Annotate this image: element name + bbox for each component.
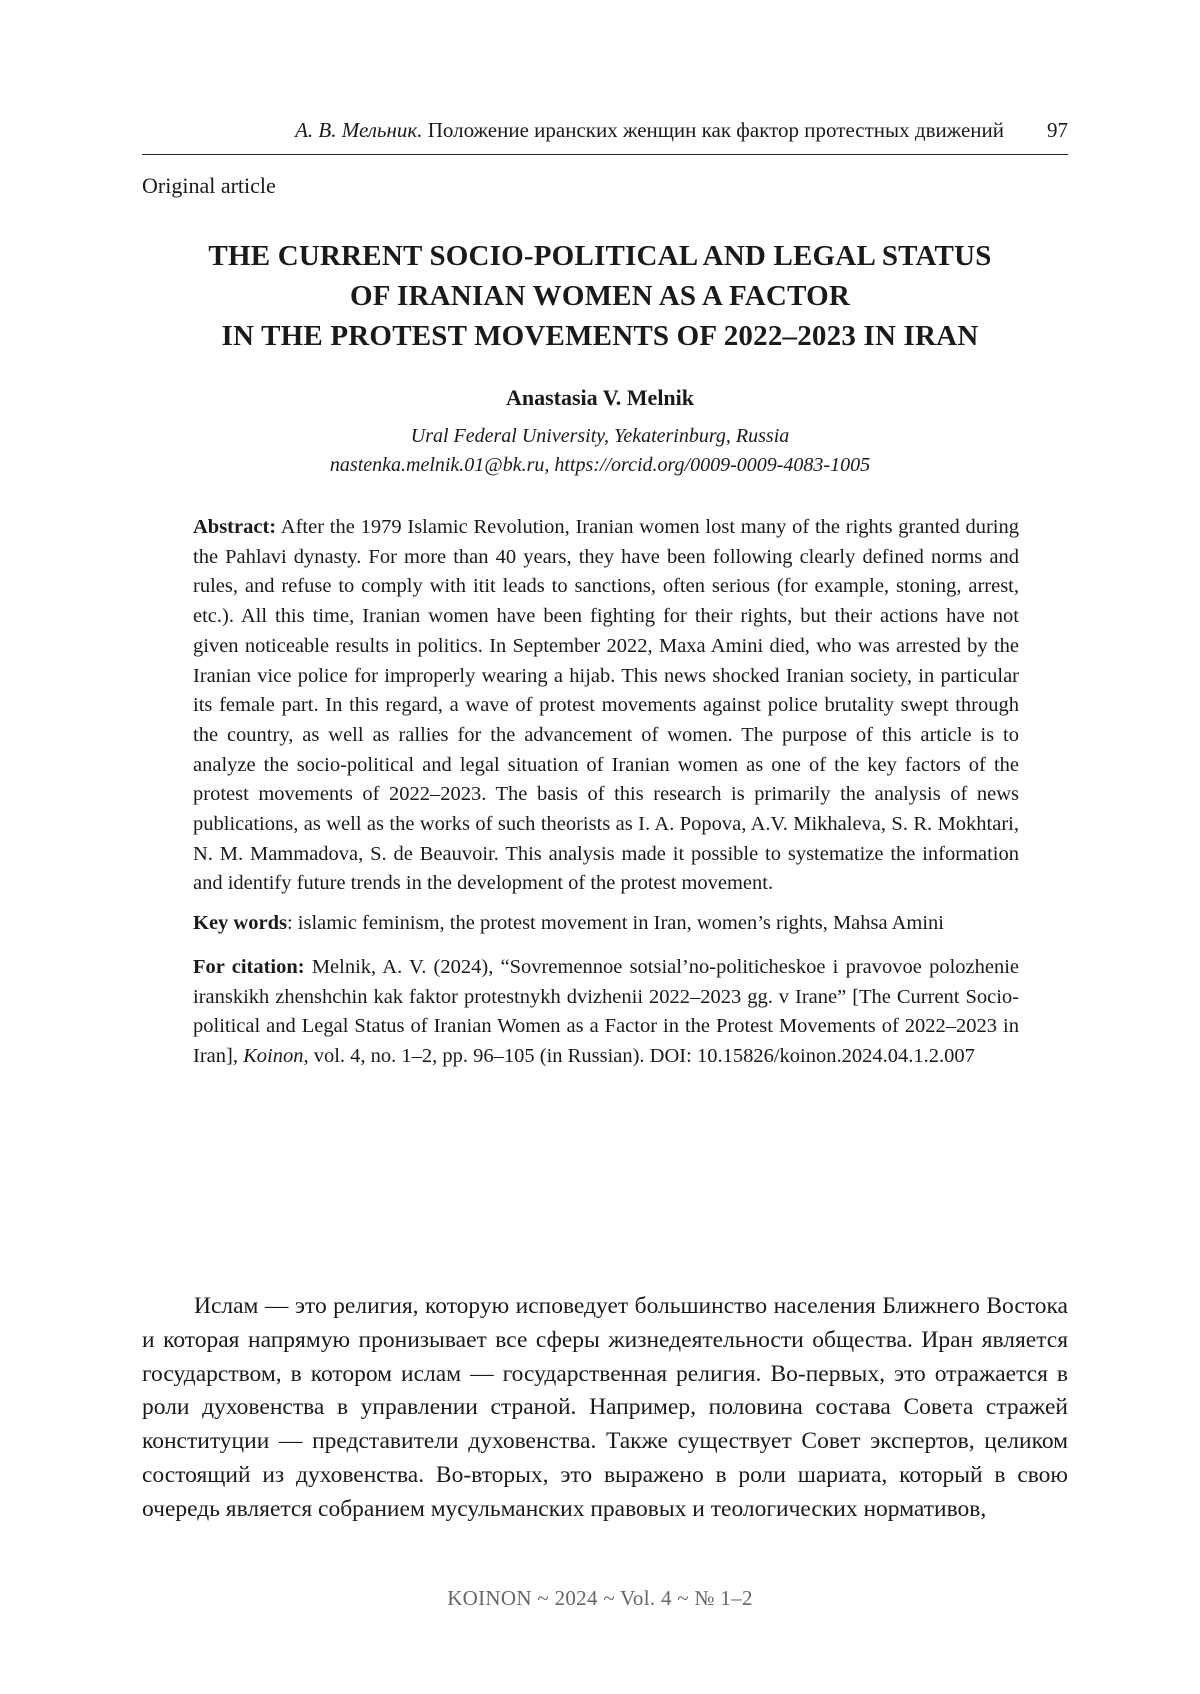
author-name: Anastasia V. Melnik (505, 385, 695, 410)
abstract (193, 513, 1019, 899)
citation-label: For citation: (193, 955, 305, 978)
article-title (100, 236, 1100, 356)
contact-info: nastenka.melnik.01@bk.ru, https://orcid.org/0009-0009-4083-1005 (329, 454, 871, 476)
abstract-block (193, 513, 1019, 1072)
citation (193, 953, 1019, 1072)
running-head-text (295, 118, 1004, 143)
citation-text-after: , vol. 4, no. 1–2, pp. 96–105 (in Russian). DOI: 10.15826/koinon.2024.04.1.2.007 (303, 1044, 975, 1067)
title-line: IN THE PROTEST MOVEMENTS OF 2022–2023 IN IRAN (221, 320, 979, 352)
citation-journal: Koinon (243, 1044, 304, 1067)
article-type: Original article (142, 173, 276, 198)
body-text (142, 1290, 1068, 1527)
keywords (193, 909, 1019, 939)
title-line: OF IRANIAN WOMEN AS A FACTOR (349, 280, 850, 312)
abstract-text: After the 1979 Islamic Revolution, Iranian women lost many of the rights granted during the Pahlavi dynasty. For more than 40 years, they have been following clearly defined norms and rules, and refuse to comply with itit leads to sanctions, often serious (for example, stoning, arrest, etc.). All this time, Iranian women have been fighting for their rights, but their actions have not given noticeable results in politics. In September 2022, Maxa Amini died, who was arrested by the Iranian vice police for improperly wearing a hijab. This news shocked Iranian society, in particular its female part. In this regard, a wave of protest movements against police brutality swept through the country, as well as rallies for the advancement of women. The purpose of this article is to analyze the socio-political and legal situation of Iranian women as one of the key factors of the protest movements of 2022–2023. The basis of this research is primarily the analysis of news publications, as well as the works of such theorists as I. A. Popova, A.V. Mikhaleva, S. R. Mokhtari, N. M. Mammadova, S. de Beauvoir. This analysis made it possible to systematize the information and identify future trends in the development of the protest movement. (193, 516, 1019, 895)
running-head (142, 114, 1068, 155)
running-head-title: Положение иранских женщин как фактор протестных движений (427, 118, 1004, 142)
title-line: THE CURRENT SOCIO-POLITICAL AND LEGAL STATUS (208, 240, 992, 272)
body-paragraph: Ислам — это религия, которую исповедует большинство населения Ближнего Востока и которая напрямую пронизывает все сферы жизнедеятельности общества. Иран является государством, в котором ислам — государственная религия. Во-первых, это отражается в роли духовенства в управлении страной. Например, половина состава Совета стражей конституции — представители духовенства. Также существует Совет экспертов, целиком состоящий из духовенства. Во-вторых, это выражено в роли шариата, который в свою очередь является собранием мусульманских правовых и теологических нормативов, (142, 1293, 1068, 1522)
abstract-label: Abstract: (193, 516, 277, 538)
citation-text: Melnik, A. V. (2024), “Sovremennoe sotsial’no-politicheskoe i pravovoe polozhenie iranskikh zhenshchin kak faktor protestnykh dvizhenii 2022–2023 gg. v Irane” [The Current Socio-political and Legal Status of Iranian Women as a Factor in the Protest Movements of 2022–2023 in Iran], (193, 955, 1020, 1067)
keywords-text: : islamic feminism, the protest movement in Iran, women’s rights, Mahsa Amini (286, 912, 944, 935)
page-number: 97 (1047, 118, 1068, 142)
affiliation: Ural Federal University, Yekaterinburg, Russia (410, 425, 790, 447)
running-head-author: А. В. Мельник. (295, 118, 423, 142)
author-affiliation-block (0, 422, 1200, 480)
keywords-label: Key words (193, 912, 287, 935)
page-footer: KOINON ~ 2024 ~ Vol. 4 ~ № 1–2 (447, 1586, 753, 1610)
